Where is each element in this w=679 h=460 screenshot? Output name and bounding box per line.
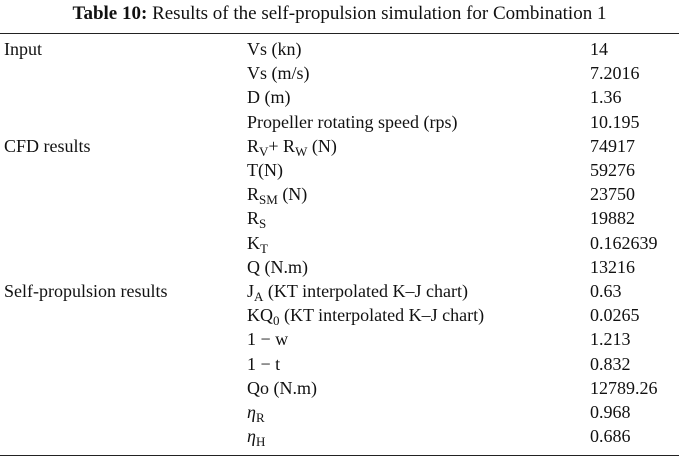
row-value: 12789.26 xyxy=(590,377,658,398)
row-parameter: $J_A$ (KT interpolated K–J chart) xyxy=(247,281,469,304)
table-caption-label: Table 10: xyxy=(72,3,148,24)
row-value: 0.832 xyxy=(590,353,631,374)
row-parameter: $R_S$ xyxy=(247,208,267,232)
row-parameter: $R_{SM}$ (N) xyxy=(247,184,308,208)
row-value: 0.686 xyxy=(590,426,631,447)
table-top-rule xyxy=(0,33,679,34)
parameter-subscript: SM xyxy=(259,192,278,208)
table-row xyxy=(0,303,679,327)
row-value: 1.36 xyxy=(590,87,622,108)
parameter-subscript: T xyxy=(260,240,268,256)
parameter-subscript: A xyxy=(254,289,264,304)
table-row xyxy=(0,37,679,61)
row-value: 14 xyxy=(590,39,608,59)
row-group-label: Input xyxy=(4,39,42,59)
row-parameter: D (m) xyxy=(247,87,291,108)
table-row xyxy=(0,158,679,182)
table-row xyxy=(0,376,679,400)
table-row xyxy=(0,400,679,424)
table-caption xyxy=(0,2,679,26)
table-row xyxy=(0,182,679,206)
table-caption-text: Results of the self-propulsion simulation for Combination 1 xyxy=(152,3,607,24)
row-parameter xyxy=(247,424,265,448)
table-row xyxy=(0,85,679,109)
parameter-subscript: S xyxy=(259,216,267,232)
table-row xyxy=(0,279,679,303)
row-parameter xyxy=(247,400,265,424)
row-value: 0.0265 xyxy=(590,305,640,326)
row-parameter: Qo (N.m) xyxy=(247,377,317,398)
table-row xyxy=(0,61,679,85)
table-bottom-rule xyxy=(0,455,679,456)
row-parameter: $K_T$ xyxy=(247,232,268,256)
row-group-label: Self-propulsion results xyxy=(4,281,168,301)
row-value: 0.162639 xyxy=(590,232,658,253)
row-parameter: T(N) xyxy=(247,160,283,180)
row-value: 19882 xyxy=(590,208,635,229)
table-row xyxy=(0,206,679,230)
table-row xyxy=(0,255,679,279)
row-parameter: Vs (kn) xyxy=(247,39,302,59)
parameter-subscript: H xyxy=(255,434,266,450)
parameter-symbol: η xyxy=(247,402,256,422)
row-parameter: $R_V+ R_W$ (N) xyxy=(247,135,337,159)
parameter-subscript: V xyxy=(259,143,269,159)
row-parameter: 1 − t xyxy=(247,353,281,374)
row-value: 23750 xyxy=(590,184,635,205)
row-parameter: 1 − w xyxy=(247,329,289,350)
row-value: 0.968 xyxy=(590,402,631,422)
table-row xyxy=(0,327,679,351)
row-value: 7.2016 xyxy=(590,63,640,84)
row-value: 74917 xyxy=(590,135,635,156)
row-parameter: $KQ_0$ (KT interpolated K–J chart) xyxy=(247,305,485,329)
parameter-subscript: 0 xyxy=(273,313,280,329)
parameter-symbol: η xyxy=(247,426,256,447)
row-value: 1.213 xyxy=(590,329,631,350)
row-value: 13216 xyxy=(590,256,635,277)
row-parameter: Propeller rotating speed (rps) xyxy=(247,111,458,132)
row-value: 0.63 xyxy=(590,281,622,301)
table-row xyxy=(0,110,679,134)
parameter-subscript: R xyxy=(255,410,265,425)
row-value: 10.195 xyxy=(590,111,640,132)
table-row xyxy=(0,134,679,158)
row-parameter: Q (N.m) xyxy=(247,256,308,277)
table-row xyxy=(0,231,679,255)
row-value: 59276 xyxy=(590,160,635,180)
table-row xyxy=(0,352,679,376)
row-group-label: CFD results xyxy=(4,135,91,156)
table-row xyxy=(0,424,679,448)
parameter-subscript: W xyxy=(295,143,308,159)
row-parameter: Vs (m/s) xyxy=(247,63,310,84)
